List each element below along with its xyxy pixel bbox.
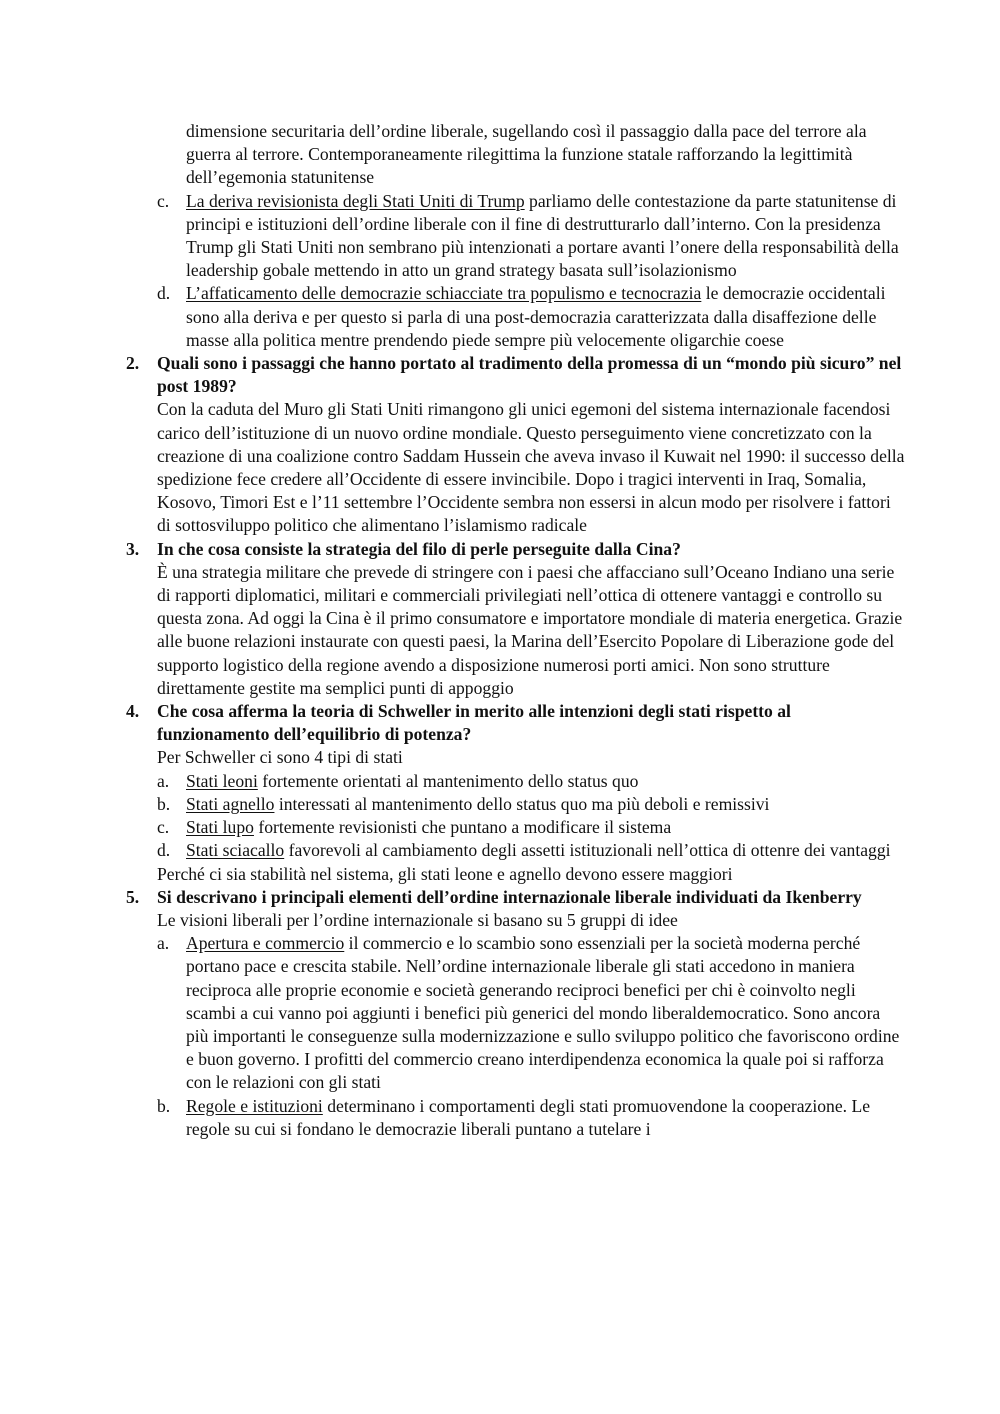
list-item (157, 1095, 907, 1141)
question-heading (126, 538, 907, 561)
question-text: Quali sono i passaggi che hanno portato al tradimento della promessa di un “mondo più sicuro” nel post 1989? (157, 353, 902, 397)
list-term: L’affaticamento delle democrazie schiacciate tra populismo e tecnocrazia (186, 283, 702, 304)
question-number: 4. (126, 701, 140, 722)
list-term: Stati leoni (186, 770, 258, 791)
list-item (157, 282, 907, 352)
question-text: Si descrivano i principali elementi dell’ordine internazionale liberale individuati da Ikenberry (157, 886, 862, 907)
question-heading (126, 700, 907, 746)
list-term: Regole e istituzioni (186, 1095, 323, 1116)
list-item (157, 839, 907, 862)
question-number: 2. (126, 353, 140, 374)
list-text: le democrazie occidentali sono alla deriva e per questo si parla di una post-democrazia caratterizzata dalla disaffezione delle masse alla politica mentre prendendo piede sempre più velocemente oligarchie coese (186, 283, 886, 350)
answer-intro: Per Schweller ci sono 4 tipi di stati (157, 747, 403, 768)
list-text: fortemente orientati al mantenimento dello status quo (257, 770, 639, 791)
page-content (126, 120, 907, 1141)
list-marker: c. (157, 817, 170, 838)
list-term: La deriva revisionista degli Stati Uniti di Trump (186, 190, 525, 211)
list-marker: a. (157, 933, 170, 954)
list-marker: b. (157, 1095, 171, 1116)
list-term: Stati lupo (186, 817, 254, 838)
question-text: In che cosa consiste la strategia del filo di perle perseguite dalla Cina? (157, 538, 681, 559)
list-text: parliamo delle contestazione da parte statunitense di principi e istituzioni dell’ordine liberale con il fine di destrutturarlo dall’interno. Con la presidenza Trump gli Stati Uniti non sembrano più intenzionati a portare avanti l’onere della responsabilità della leadership gobale mettendo in atto un grand strategy basata sull’isolazionismo (186, 190, 899, 281)
answer-conclusion: Perché ci sia stabilità nel sistema, gli stati leone e agnello devono essere maggiori (157, 863, 733, 884)
list-marker: d. (157, 840, 171, 861)
list-marker: d. (157, 283, 171, 304)
list-marker: b. (157, 793, 171, 814)
answer-paragraph: Con la caduta del Muro gli Stati Uniti rimangono gli unici egemoni del sistema internazionale facendosi carico dell’istituzione di un nuovo ordine mondiale. Questo perseguimento viene concretizzato con la creazione di una coalizione contro Saddam Hussein che aveva invaso il Kuwait nel 1990: il successo della spedizione fece credere all’Occidente di essere invincibile. Dopo i tragici interventi in Iraq, Somalia, Kosovo, Timori Est e l’11 settembre l’Occidente sembra non essersi in alcun modo per risolvere i fattori di sottosviluppo politico che alimentano l’islamismo radicale (157, 399, 905, 536)
list-marker: c. (157, 190, 170, 211)
list-text: determinano i comportamenti degli stati promuovendone la cooperazione. Le regole su cui si fondano le democrazie liberali puntano a tutelare i (186, 1095, 871, 1139)
question-number: 5. (126, 886, 140, 907)
question-heading (126, 886, 907, 909)
list-item (157, 816, 907, 839)
continued-paragraph (157, 120, 907, 190)
answer-intro: Le visioni liberali per l’ordine internazionale si basano su 5 gruppi di idee (157, 909, 678, 930)
answer-paragraph: È una strategia militare che prevede di stringere con i paesi che affacciano sull’Oceano Indiano una serie di rapporti diplomatici, militari e commerciali privilegiati nell’ottica di ottenere vantaggi e controllo su questa zona. Ad oggi la Cina è il primo consumatore e importatore mondiale di materia energetica. Grazie alle buone relazioni instaurate con questi paesi, la Marina dell’Esercito Popolare di Liberazione gode del supporto logistico della regione avendo a disposizione numerosi porti amici. Non sono strutture direttamente gestite ma semplici punti di appoggio (157, 561, 903, 698)
list-term: Stati sciacallo (186, 840, 285, 861)
question-number: 3. (126, 538, 140, 559)
list-text: fortemente revisionisti che puntano a modificare il sistema (253, 817, 672, 838)
list-text: favorevoli al cambiamento degli assetti istituzionali nell’ottica di ottenre dei vantaggi (284, 840, 891, 861)
list-item (157, 770, 907, 793)
list-item (157, 190, 907, 283)
question-heading (126, 352, 907, 398)
question-text: Che cosa afferma la teoria di Schweller in merito alle intenzioni degli stati rispetto al funzionamento dell’equilibrio di potenza? (157, 701, 791, 745)
list-term: Apertura e commercio (186, 933, 345, 954)
continued-text: dimensione securitaria dell’ordine liberale, sugellando così il passaggio dalla pace del terrore ala guerra al terrore. Contemporaneamente rilegittima la funzione statale rafforzando la legittimità dell’egemonia statunitense (186, 121, 867, 188)
list-marker: a. (157, 770, 170, 791)
list-item (157, 793, 907, 816)
list-item (157, 932, 907, 1094)
list-term: Stati agnello (186, 793, 275, 814)
list-text: il commercio e lo scambio sono essenziali per la società moderna perché portano pace e crescita stabile. Nell’ordine internazionale liberale gli stati accedono in maniera reciproca alle proprie economie e società generando reciproci benefici per chi è coinvolto negli scambi a cui vanno poi aggiunti i benefici più generici del mondo liberaldemocratico. Sono ancora più importanti le conseguenze sulla modernizzazione e sullo sviluppo politico che favoriscono ordine e buon governo. I profitti del commercio creano interdipendenza economica la quale poi si rafforza con le relazioni con gli stati (186, 933, 900, 1093)
list-text: interessati al mantenimento dello status quo ma più deboli e remissivi (274, 793, 770, 814)
